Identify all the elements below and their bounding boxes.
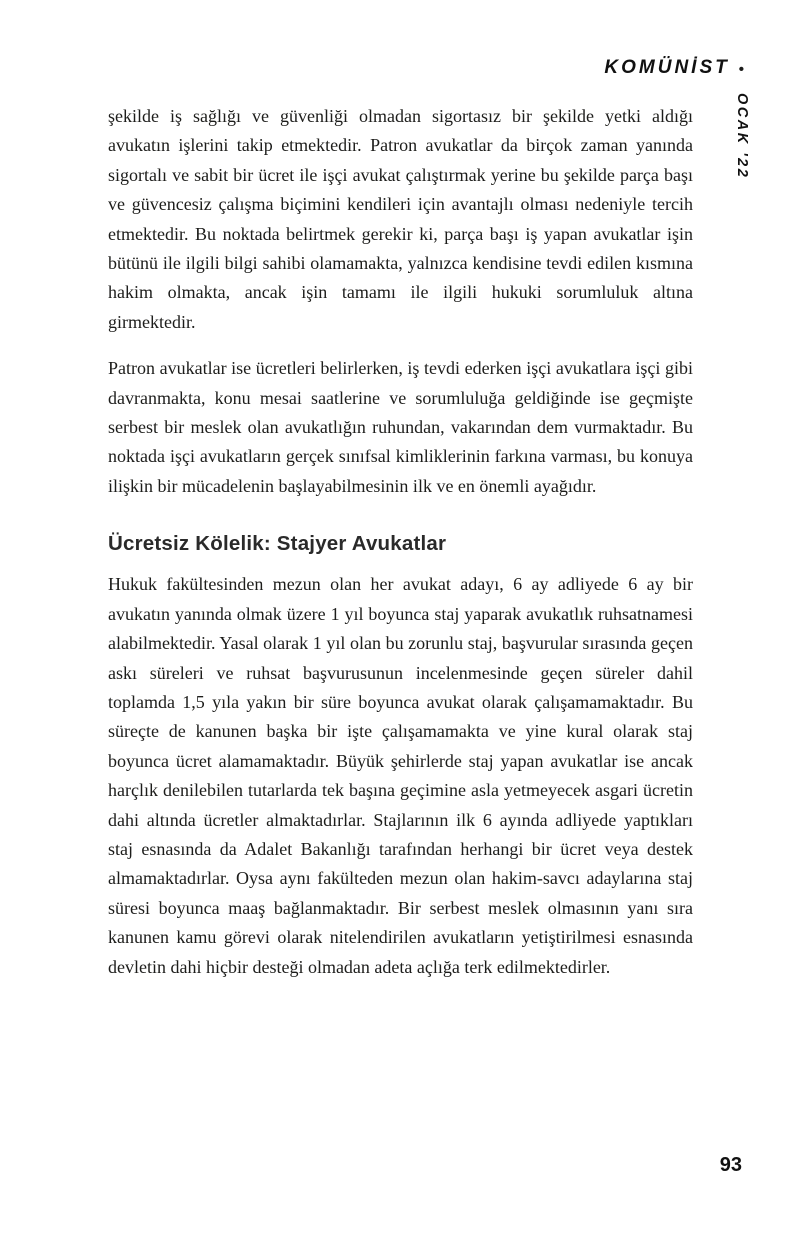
article-body [108, 102, 693, 982]
page-number: 93 [719, 1154, 742, 1176]
body-paragraph: Hukuk fakültesinden mezun olan her avukat adayı, 6 ay adliyede 6 ay bir avukatın yanında olmak üzere 1 yıl boyunca staj yaparak avukatlık ruhsatnamesi alabilmektedir. Yasal olarak 1 yıl olan bu zorunlu staj, başvurular sırasında geçen askı süreleri ve ruhsat başvurusunun incelenmesinde geçen süreler dahil toplamda 1,5 yıla yakın bir süre boyunca avukat olarak çalışamamaktadır. Bu süreçte de kanunen başka bir işte çalışamamakta ve yine kural olarak staj boyunca ücret alamamaktadır. Büyük şehirlerde staj yapan avukatlar ise ancak harçlık denilebilen tutarlarda tek başına geçimine asla yetmeyecek asgari ücretin dahi altında ücretler almaktadırlar. Stajlarının ilk 6 ayında adliyede yaptıkları staj esnasında da Adalet Bakanlığı tarafından herhangi bir ücret veya destek almamaktadırlar. Oysa aynı fakülteden mezun olan hakim-savcı adaylarına staj süresi boyunca maaş bağlanmaktadır. Bir serbest meslek olmasının yanı sıra kanunen kamu görevi olarak nitelendirilen avukatların yetiştirilmesi esnasında devletin dahi hiçbir desteği olmadan adeta açlığa terk edilmektedirler. [108, 574, 693, 977]
body-paragraph: şekilde iş sağlığı ve güvenliği olmadan sigortasız bir şekilde yetki aldığı avukatın işlerini takip etmektedir. Patron avukatlar da birçok zaman yanında sigortalı ve sabit bir ücret ile işçi avukat çalıştırmak yerine bu şekilde parça başı ve güvencesiz çalışma biçimini kendileri için avantajlı olması nedeniyle tercih etmektedir. Bu noktada belirtmek gerekir ki, parça başı iş yapan avukatlar işin bütünü ile ilgili bilgi sahibi olamamakta, yalnızca kendisine tevdi edilen kısmına hakim olmakta, ancak işin tamamı ile ilgili hukuki sorumluluk altına girmektedir. [108, 106, 693, 332]
page-header [604, 57, 744, 79]
section-heading: Ücretsiz Kölelik: Stajyer Avukatlar [108, 532, 447, 556]
issue-label: OCAK '22 [734, 93, 750, 180]
body-paragraph: Patron avukatlar ise ücretleri belirlerken, iş tevdi ederken işçi avukatlara işçi gibi davranmakta, konu mesai saatlerine ve sorumluluğa geldiğinde ise geçmişte serbest bir meslek olan avukatlığın ruhundan, vakarından dem vurmaktadır. Bu noktada işçi avukatların gerçek sınıfsal kimliklerinin farkına varması, bu konuya ilişkin bir mücadelenin başlayabilmesinin ilk ve en önemli ayağıdır. [108, 358, 693, 496]
magazine-title: KOMÜNİST [604, 57, 730, 78]
header-bullet-icon: • [738, 60, 744, 78]
